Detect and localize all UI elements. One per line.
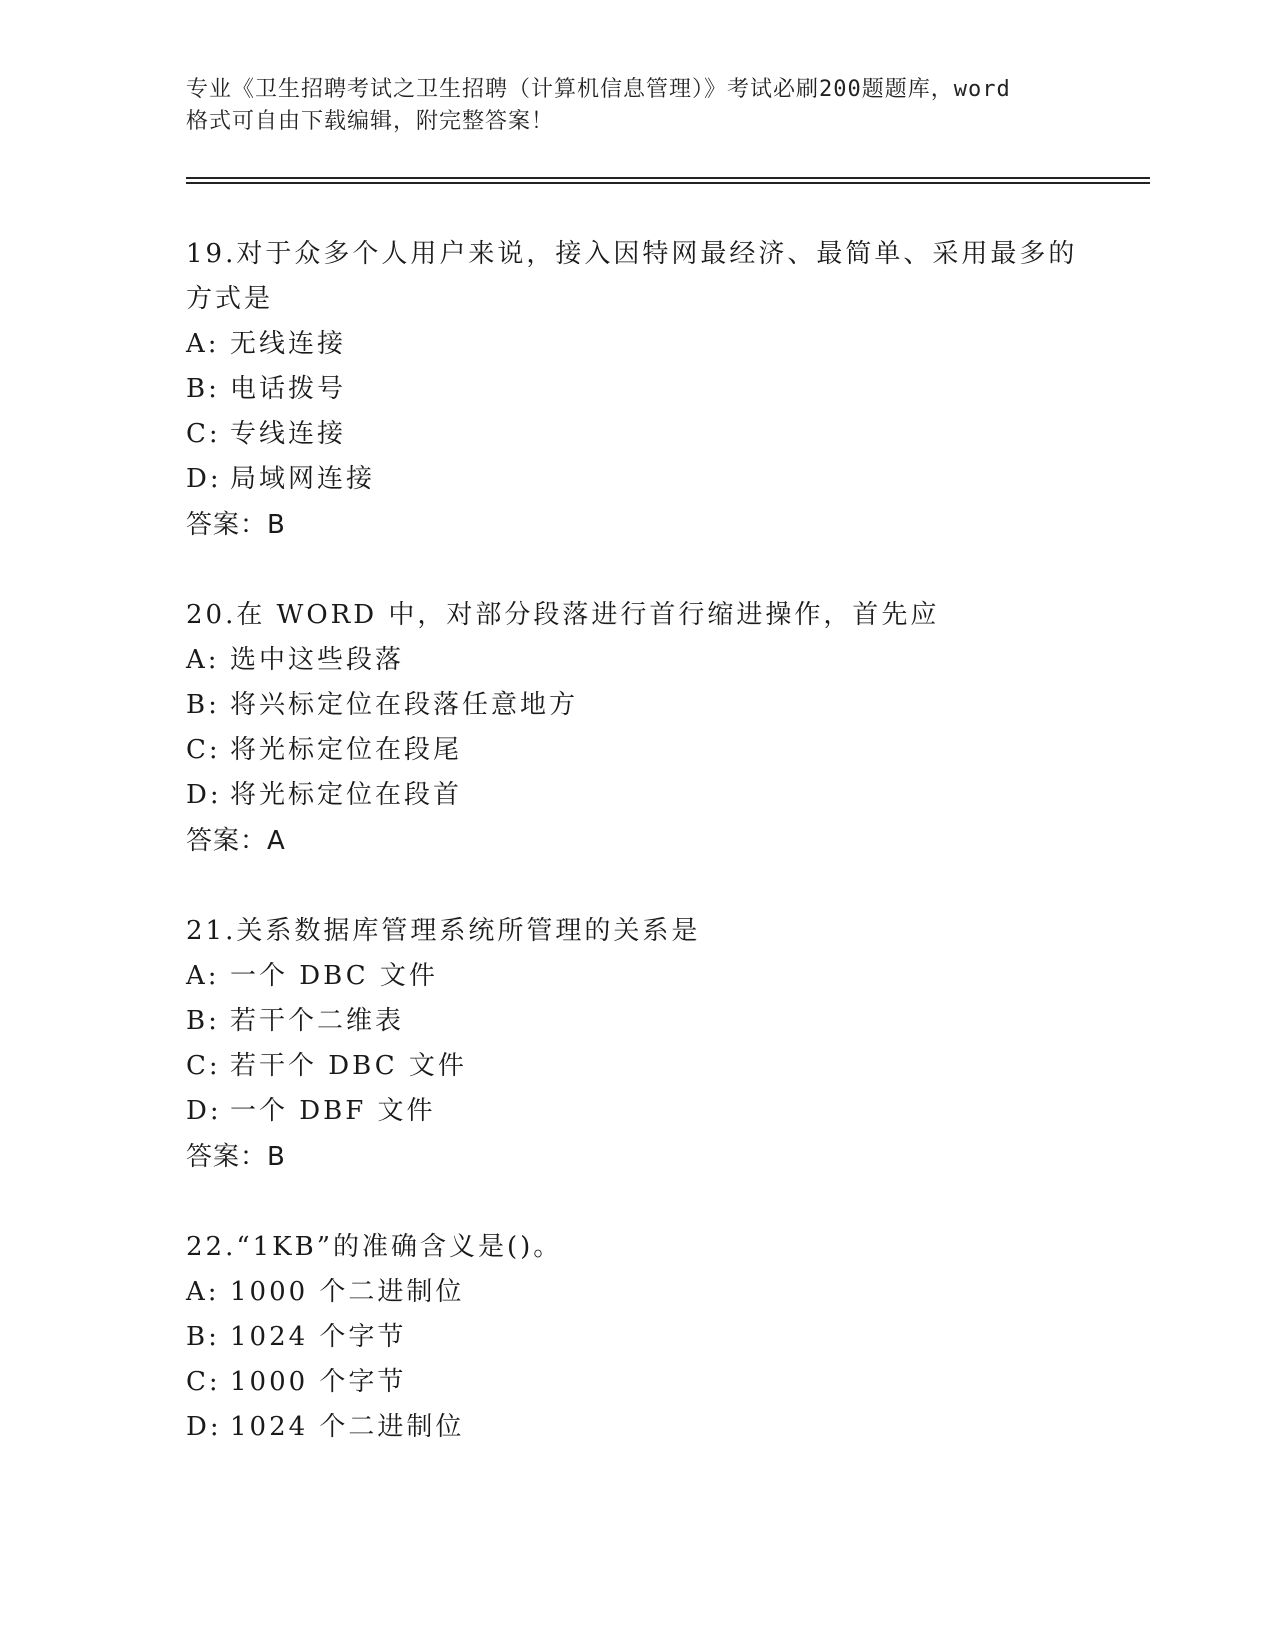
option-text: 将光标定位在段尾 [230,735,463,765]
question-22 [186,1225,1086,1450]
question-stem-line: 21.关系数据库管理系统所管理的关系是 [186,916,701,946]
option-b [186,683,1086,728]
answer-line: 答案：B [186,510,286,540]
option-c [186,728,1086,773]
option-key: B: [186,1006,220,1036]
header-divider-bottom [186,182,1150,184]
answer-line: 答案：B [186,1142,286,1172]
option-text: 一个 DBC 文件 [230,961,438,991]
option-text: 若干个二维表 [230,1006,405,1036]
question-stem-line: 22.“1KB”的准确含义是()。 [186,1232,563,1262]
document-header [186,74,1086,138]
option-key: A: [186,961,220,991]
question-stem-line: 方式是 [186,284,274,314]
option-d [186,773,1086,818]
option-text: 将兴标定位在段落任意地方 [230,690,579,720]
option-text: 1024 个二进制位 [230,1412,465,1442]
option-b [186,1315,1086,1360]
option-text: 专线连接 [230,419,347,449]
option-text: 1000 个字节 [230,1367,407,1397]
option-text: 一个 DBF 文件 [230,1096,436,1126]
option-key: A: [186,329,220,359]
option-text: 选中这些段落 [230,645,405,675]
question-stem-line: 19.对于众多个人用户来说，接入因特网最经济、最简单、采用最多的 [186,239,1078,269]
option-key: A: [186,1277,220,1307]
option-a [186,954,1086,999]
answer-line: 答案：A [186,826,286,856]
option-text: 将光标定位在段首 [230,780,463,810]
option-a [186,1270,1086,1315]
question-19 [186,232,1086,548]
option-key: D: [186,780,222,810]
option-c [186,1360,1086,1405]
option-d [186,1405,1086,1450]
option-key: C: [186,419,221,449]
header-line-2: 格式可自由下载编辑，附完整答案！ [186,109,555,134]
option-text: 无线连接 [230,329,347,359]
option-c [186,1044,1086,1089]
question-21 [186,909,1086,1180]
option-key: C: [186,735,221,765]
question-list [186,232,1086,1450]
header-line-1: 专业《卫生招聘考试之卫生招聘（计算机信息管理）》考试必刷200题题库，word [186,77,1011,102]
option-a [186,638,1086,683]
question-20 [186,593,1086,864]
option-text: 局域网连接 [230,464,376,494]
option-d [186,1089,1086,1134]
option-text: 电话拨号 [230,374,347,404]
option-key: A: [186,645,220,675]
option-b [186,999,1086,1044]
option-key: C: [186,1367,221,1397]
option-text: 1000 个二进制位 [230,1277,465,1307]
option-key: B: [186,374,220,404]
option-c [186,412,1086,457]
option-b [186,367,1086,412]
option-key: B: [186,1322,220,1352]
option-d [186,457,1086,502]
option-text: 1024 个字节 [230,1322,407,1352]
option-a [186,322,1086,367]
option-key: D: [186,464,222,494]
header-divider-top [186,177,1150,179]
option-key: B: [186,690,220,720]
question-stem-line: 20.在 WORD 中，对部分段落进行首行缩进操作，首先应 [186,600,940,630]
option-key: D: [186,1412,222,1442]
option-key: C: [186,1051,221,1081]
option-key: D: [186,1096,222,1126]
option-text: 若干个 DBC 文件 [230,1051,467,1081]
